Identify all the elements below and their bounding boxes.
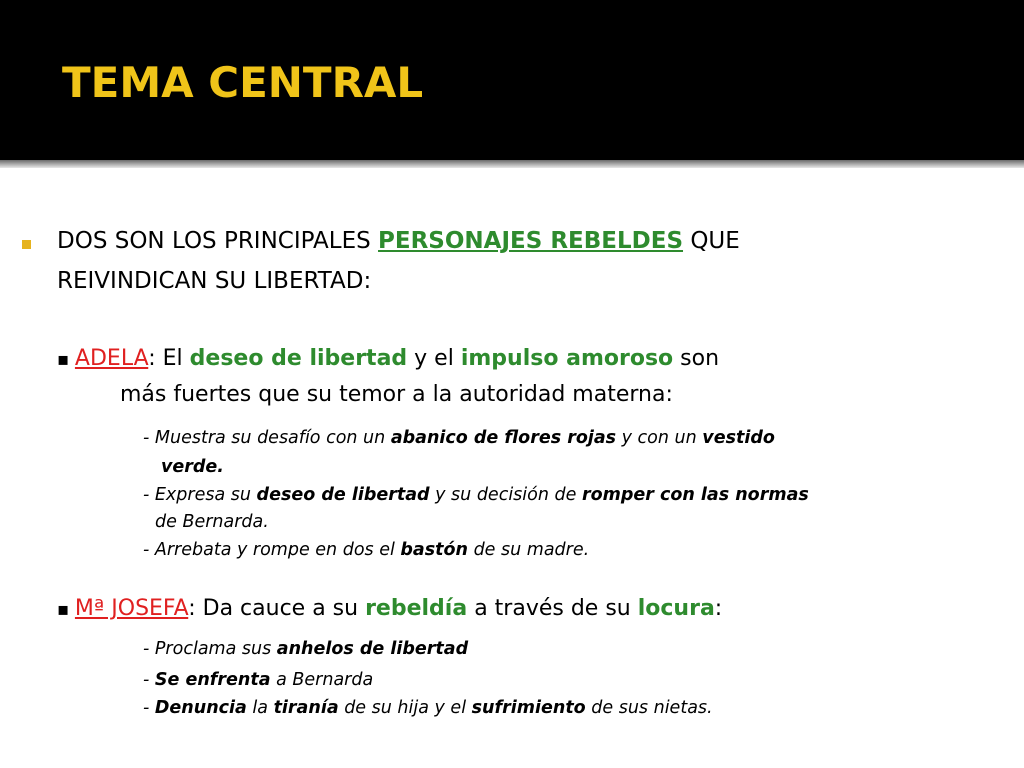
adela-line-2: más fuertes que su temor a la autoridad materna:	[120, 382, 673, 407]
josefa-name: Mª JOSEFA	[74, 596, 189, 621]
adela-item-2: - Expresa su deseo de libertad y su decisión de romper con las normas	[143, 485, 809, 505]
slide-title: TEMA CENTRAL	[62, 58, 424, 107]
adela-text: : El	[148, 346, 190, 371]
bullet-square-icon	[22, 240, 31, 249]
intro-text: DOS SON LOS PRINCIPALES	[57, 228, 379, 254]
adela-item-2-cont: de Bernarda.	[155, 512, 269, 532]
josefa-heading	[57, 596, 722, 621]
intro-line-1	[57, 228, 740, 254]
adela-name: ADELA	[74, 346, 149, 371]
adela-keyword: impulso amoroso	[460, 346, 674, 371]
intro-text-end: QUE	[683, 228, 740, 254]
josefa-item-1: - Proclama sus anhelos de libertad	[143, 639, 469, 659]
intro-line-2: REIVINDICAN SU LIBERTAD:	[57, 268, 372, 294]
josefa-text: :	[714, 596, 723, 621]
josefa-item-2: - Se enfrenta a Bernarda	[143, 670, 374, 690]
josefa-keyword: locura	[637, 596, 715, 621]
square-marker-icon: ▪	[57, 599, 75, 620]
adela-item-1: - Muestra su desafío con un abanico de flores rojas y con un vestido	[143, 428, 775, 448]
josefa-text: : Da cauce a su	[188, 596, 366, 621]
adela-keyword: deseo de libertad	[189, 346, 408, 371]
adela-item-3: - Arrebata y rompe en dos el bastón de su madre.	[143, 540, 590, 560]
josefa-item-3: - Denuncia la tiranía de su hija y el sufrimiento de sus nietas.	[143, 698, 713, 718]
square-marker-icon: ▪	[57, 349, 75, 370]
josefa-text: a través de su	[467, 596, 638, 621]
josefa-keyword: rebeldía	[365, 596, 468, 621]
header-divider	[0, 160, 1024, 168]
adela-item-1-cont: verde.	[161, 457, 224, 477]
adela-text: son	[673, 346, 720, 371]
intro-highlight: PERSONAJES REBELDES	[378, 228, 684, 254]
adela-heading	[57, 346, 719, 371]
adela-text: y el	[407, 346, 461, 371]
